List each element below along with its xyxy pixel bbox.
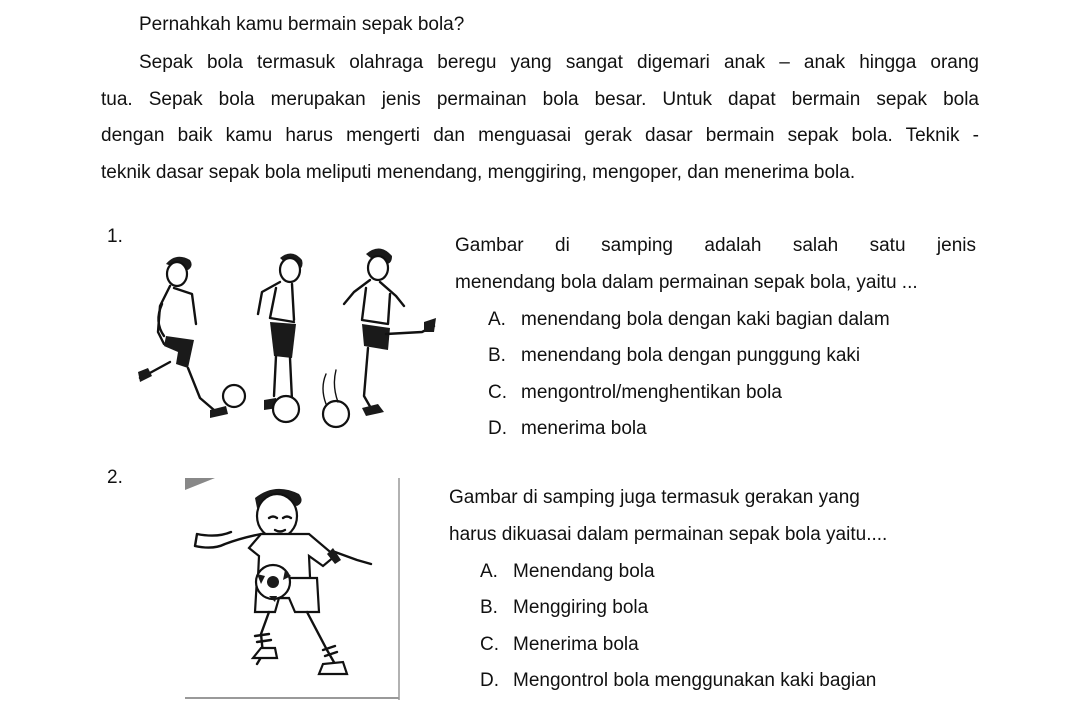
player-1-icon [138, 257, 228, 418]
question-1-number: 1. [107, 226, 123, 247]
intro-heading: Pernahkah kamu bermain sepak bola? [139, 14, 465, 35]
option-text: menendang bola dengan kaki bagian dalam [521, 309, 890, 330]
question-1-stem-line: menendang bola dalam permainan sepak bola, yaitu ... [455, 272, 918, 293]
option-text: Menggiring bola [513, 597, 649, 618]
option-text: mengontrol/menghentikan bola [521, 382, 782, 403]
soccer-kick-sequence-icon [130, 244, 442, 434]
boy-juggling-ball-icon [185, 478, 401, 700]
question-2-number: 2. [107, 467, 123, 488]
question-2-figure [185, 478, 401, 700]
option-letter: A. [480, 561, 498, 582]
option-letter: B. [488, 345, 506, 366]
intro-line: Sepak bola termasuk olahraga beregu yang sangat digemari anak – anak hingga orang [139, 52, 979, 73]
question-2-option-d[interactable] [480, 670, 876, 692]
intro-line: teknik dasar sepak bola meliputi menendang, menggiring, mengoper, dan menerima bola. [101, 161, 856, 183]
intro-line: dengan baik kamu harus mengerti dan menguasai gerak dasar bermain sepak bola. Teknik - [101, 125, 979, 146]
intro-line: tua. Sepak bola merupakan jenis permainan bola besar. Untuk dapat bermain sepak bola [101, 88, 979, 110]
question-1-option-c[interactable] [488, 382, 782, 404]
question-2-option-a[interactable] [480, 561, 655, 583]
question-1-option-b[interactable] [488, 345, 860, 367]
question-1-option-a[interactable] [488, 309, 890, 331]
player-3-icon [344, 248, 436, 416]
option-text: Menendang bola [513, 561, 655, 582]
option-letter: B. [480, 597, 498, 618]
question-2-option-c[interactable] [480, 634, 639, 656]
option-letter: A. [488, 309, 506, 330]
question-1-option-d[interactable] [488, 418, 647, 440]
question-2-option-b[interactable] [480, 597, 648, 619]
option-text: Menerima bola [513, 634, 639, 655]
option-text: Mengontrol bola menggunakan kaki bagian [513, 670, 877, 691]
question-1-figure [130, 244, 442, 434]
question-1-stem-line: Gambar di samping adalah salah satu jenis [455, 235, 976, 256]
option-text: menendang bola dengan punggung kaki [521, 345, 861, 366]
option-text: menerima bola [521, 418, 647, 439]
option-letter: C. [488, 382, 507, 403]
option-letter: D. [488, 418, 507, 439]
option-letter: D. [480, 670, 499, 691]
player-2-icon [258, 253, 303, 410]
intro-paragraph [101, 48, 979, 194]
question-2-stem-line: Gambar di samping juga termasuk gerakan yang [449, 487, 860, 508]
option-letter: C. [480, 634, 499, 655]
question-2-stem-line: harus dikuasai dalam permainan sepak bola yaitu.... [449, 524, 888, 545]
